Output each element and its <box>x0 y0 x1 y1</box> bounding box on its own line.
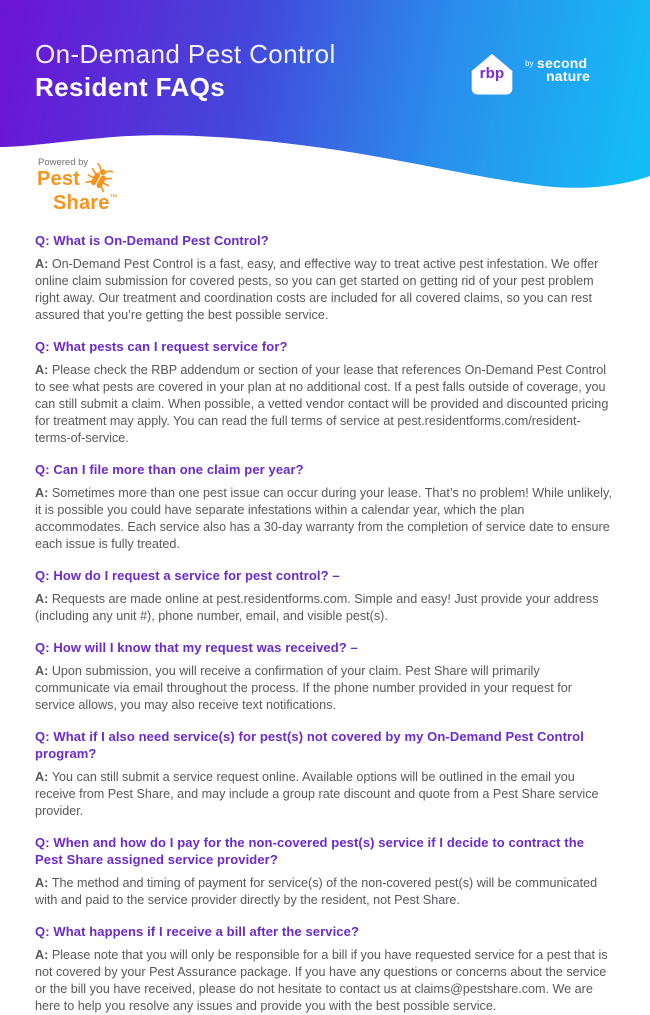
pestshare-word-pest: Pest <box>37 168 81 190</box>
second-nature-word1: second <box>537 55 588 71</box>
answer-text: On-Demand Pest Control is a fast, easy, and effective way to treat active pest infestation. We offer online claim submission for covered pests, so you can get started on getting rid of your pest problem right away. Our treatment and coordination costs are included for all covered claims, so you can rest assured that you’re getting the best possible service. <box>35 257 599 322</box>
pestshare-logo <box>37 157 118 213</box>
faq-question: Q: Can I file more than one claim per year? <box>35 462 304 477</box>
header-banner <box>0 0 650 215</box>
faq-question: Q: What happens if I receive a bill after the service? <box>35 924 360 939</box>
answer-prefix: A: <box>35 486 49 500</box>
faq-answer <box>35 362 615 447</box>
answer-text: Sometimes more than one pest issue can occur during your lease. That’s no problem! While unlikely, it is possible you could have separate infestations within a calendar year, which the plan accommodates. Each service also has a 30-day warranty from the completion of service date to ensure each issue is fully treated. <box>35 486 612 551</box>
faq-question: Q: What pests can I request service for? <box>35 339 288 354</box>
pestshare-word-share: Share <box>53 192 110 214</box>
faq-item <box>35 834 615 909</box>
rbp-wordmark: rbp <box>479 65 505 82</box>
faq-item <box>35 232 615 324</box>
faq-list <box>0 215 650 1015</box>
faq-item <box>35 567 615 625</box>
page-title: On-Demand Pest Control <box>35 39 336 69</box>
faq-answer <box>35 591 615 625</box>
answer-prefix: A: <box>35 664 49 678</box>
second-nature-logo <box>525 57 590 83</box>
trademark-symbol: ™ <box>109 193 118 202</box>
answer-prefix: A: <box>35 770 49 784</box>
powered-by-label: Powered by <box>38 157 89 168</box>
faq-answer <box>35 769 615 820</box>
faq-question: Q: What is On-Demand Pest Control? <box>35 233 269 248</box>
bug-icon <box>84 163 114 195</box>
faq-answer <box>35 947 615 1015</box>
rbp-logo <box>466 49 518 101</box>
faq-question: Q: When and how do I pay for the non-covered pest(s) service if I decide to contract the Pest Share assigned service provider? <box>35 835 585 867</box>
faq-answer <box>35 875 615 909</box>
faq-item <box>35 923 615 1015</box>
faq-answer <box>35 485 615 553</box>
faq-question: Q: How do I request a service for pest control? – <box>35 568 340 583</box>
faq-item <box>35 728 615 820</box>
answer-text: Please check the RBP addendum or section of your lease that references On-Demand Pest Control to see what pests are covered in your plan at no additional cost. If a pest falls outside of coverage, you can still submit a claim. When possible, a vetted vendor contact will be provided and discounted pricing for treatment may apply. You can read the full terms of service at pest.residentforms.com/resident-terms-of-service. <box>35 363 609 445</box>
faq-answer <box>35 256 615 324</box>
answer-text: The method and timing of payment for service(s) of the non-covered pest(s) will be communicated with and paid to the service provider directly by the resident, not Pest Share. <box>35 876 598 907</box>
faq-item <box>35 639 615 714</box>
answer-prefix: A: <box>35 876 49 890</box>
faq-question: Q: How will I know that my request was received? – <box>35 640 358 655</box>
answer-text: Upon submission, you will receive a confirmation of your claim. Pest Share will primarily communicate via email throughout the process. If the phone number provided in your request for service allows, you may also receive text notifications. <box>35 664 572 712</box>
answer-text: Please note that you will only be responsible for a bill if you have requested service for a pest that is not covered by your Pest Assurance package. If you have any questions or concerns about the service or the bill you have received, please do not hesitate to contact us at claims@pestshare.com. We are here to help you resolve any issues and provide you with the best possible service. <box>35 948 608 1013</box>
answer-prefix: A: <box>35 592 49 606</box>
header-titles <box>35 38 336 104</box>
second-nature-word2: nature <box>546 68 590 84</box>
answer-text: You can still submit a service request online. Available options will be outlined in the email you receive from Pest Share, and may include a group rate discount and quote from a Pest Share service provider. <box>35 770 599 818</box>
answer-prefix: A: <box>35 363 49 377</box>
faq-item <box>35 338 615 447</box>
answer-prefix: A: <box>35 948 49 962</box>
faq-item <box>35 461 615 553</box>
answer-prefix: A: <box>35 257 49 271</box>
by-label: by <box>525 59 534 68</box>
faq-answer <box>35 663 615 714</box>
answer-text: Requests are made online at pest.residentforms.com. Simple and easy! Just provide your address (including any unit #), phone number, email, and visible pest(s). <box>35 592 599 623</box>
page-subtitle: Resident FAQs <box>35 72 226 102</box>
faq-question: Q: What if I also need service(s) for pest(s) not covered by my On-Demand Pest Control program? <box>35 729 584 761</box>
